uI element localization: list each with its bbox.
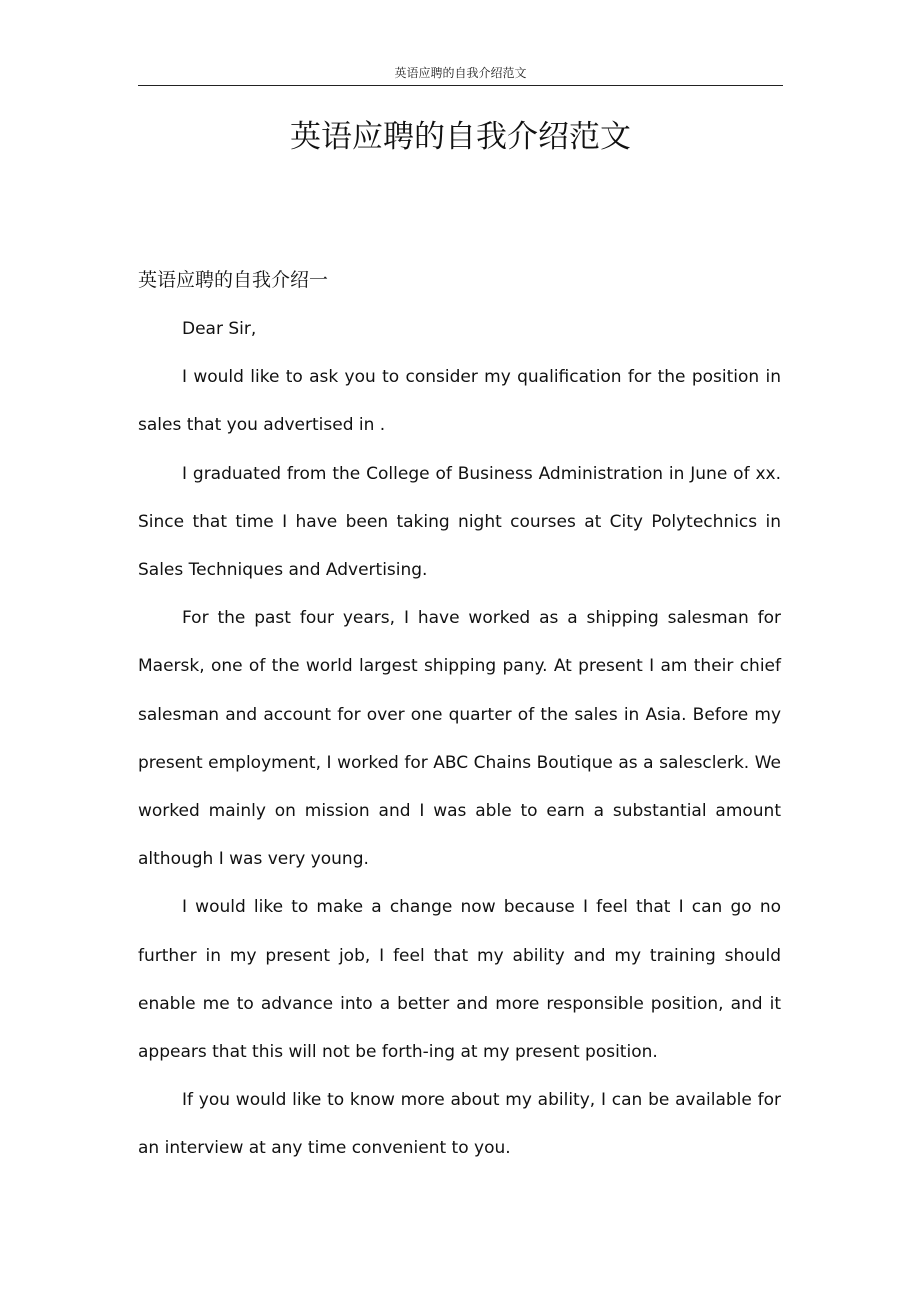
document-title: 英语应聘的自我介绍范文 bbox=[290, 119, 631, 155]
salutation: Dear Sir, bbox=[182, 319, 257, 339]
paragraph-4: I would like to make a change now because I feel that I can go no further in my present job, I feel that my ability and my training should enable me to advance into a better and more responsible position, and it appears that this will not be forth-ing at my present position. bbox=[138, 897, 781, 1063]
paragraph-2: I graduated from the College of Business Administration in June of xx. Since that time I have been taking night courses at City Polytechnics in Sales Techniques and Advertising. bbox=[138, 463, 781, 581]
header-rule bbox=[138, 85, 783, 86]
paragraph-3: For the past four years, I have worked as a shipping salesman for Maersk, one of the world largest shipping pany. At present I am their chief salesman and account for over one quarter of the sales in Asia. Before my present employment, I worked for ABC Chains Boutique as a salesclerk. We worked mainly on mission and I was able to earn a substantial amount although I was very young. bbox=[138, 608, 781, 870]
letter-body bbox=[138, 305, 781, 1173]
paragraph-5: If you would like to know more about my ability, I can be available for an interview at any time convenient to you. bbox=[138, 1090, 781, 1159]
section-heading: 英语应聘的自我介绍一 bbox=[138, 269, 329, 291]
paragraph-1: I would like to ask you to consider my qualification for the position in sales that you advertised in . bbox=[138, 367, 781, 436]
running-header: 英语应聘的自我介绍范文 bbox=[394, 66, 527, 80]
